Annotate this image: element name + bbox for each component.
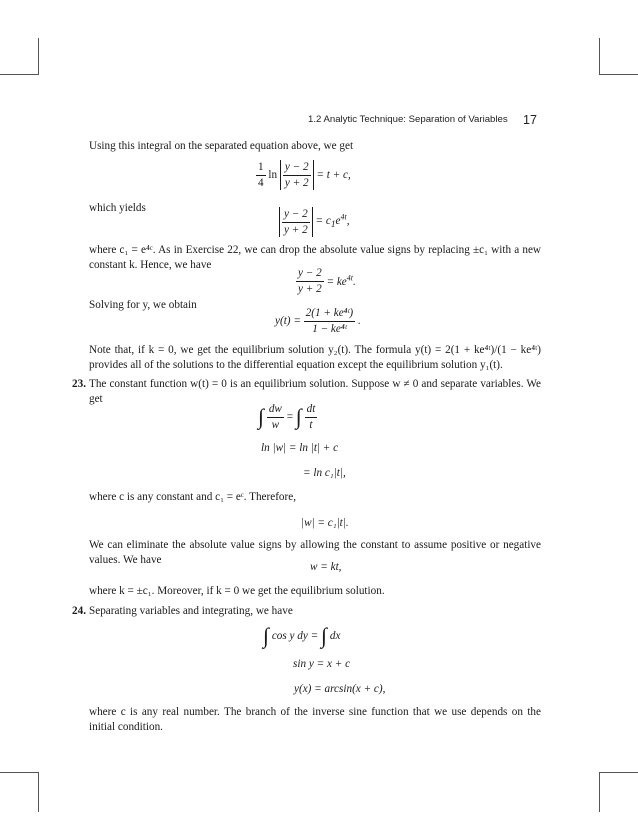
paragraph-solving: Solving for y, we obtain (89, 299, 197, 311)
running-title: 1.2 Analytic Technique: Separation of Variables (308, 114, 508, 125)
integral-symbol: ∫ (258, 403, 265, 429)
exercise-23-where: where c is any constant and c₁ = eᶜ. Therefore, (89, 491, 297, 503)
paragraph-note: Note that, if k = 0, we get the equilibrium solution y₂(t). The formula y(t) = 2(1 + ke⁴ᵗ)/(1 − ke⁴ᵗ) provides all of the solutions to the differential equation except the equilibrium solution y₁(t). (89, 344, 541, 371)
crop-mark-bottom-right-h (600, 772, 638, 773)
crop-mark-bottom-left-v (38, 772, 39, 812)
integral-symbol: ∫ (295, 403, 302, 429)
crop-mark-bottom-right-v (599, 772, 600, 812)
fraction-one-quarter: $\frac{1}{4}$ (258, 161, 264, 189)
equation-ln-c1-t: = ln c₁|t|, (303, 467, 346, 479)
crop-mark-top-right-h (600, 74, 638, 75)
integral-symbol: ∫ (263, 623, 270, 648)
page-number: 17 (523, 113, 537, 127)
exercise-24-end: where c is any real number. The branch of the inverse sine function that we use depends on the initial condition. (89, 706, 541, 733)
exercise-23-end: where k = ±c₁. Moreover, if k = 0 we get the equilibrium solution. (89, 585, 385, 597)
equation-ln-w: ln |w| = ln |t| + c (261, 442, 339, 454)
exercise-23-intro: The constant function w(t) = 0 is an equilibrium solution. Suppose w ≠ 0 and separate variables. We get (89, 378, 541, 405)
exercise-24-intro: Separating variables and integrating, we have (89, 605, 293, 617)
equation-ln-integral (256, 160, 351, 190)
crop-mark-bottom-left-h (0, 772, 38, 773)
equation-abs-w: |w| = c₁|t|. (301, 517, 349, 529)
integral-symbol: ∫ (321, 623, 328, 648)
crop-mark-top-left-h (0, 74, 38, 75)
equation-abs-ratio: $\frac{y - 2}{y + 2}$ = $c_1e^{4t}$, (279, 207, 349, 237)
equation-sin-y: sin y = x + c (293, 658, 351, 670)
crop-mark-top-left-v (38, 38, 39, 75)
exercise-23-eliminate: We can eliminate the absolute value signs by allowing the constant to assume positive or negative values. We have (89, 539, 541, 566)
equation-y-of-t: y(t) = $\frac{\text{2(1 + ke⁴ᵗ)}}{\text{1 − ke⁴ᵗ}}$ . (275, 307, 361, 335)
ln-operator: ln (268, 168, 278, 181)
equation-w-kt: w = kt, (310, 561, 342, 573)
crop-mark-top-right-v (599, 38, 600, 75)
equation-arcsin: y(x) = arcsin(x + c), (294, 683, 386, 695)
equation-integral-cos: ∫ cos y dy = ∫ dx (263, 623, 341, 648)
equation-integral-dw: ∫ $\frac{dw}{w}$ = ∫ $\frac{dt}{t}$ (258, 403, 316, 431)
paragraph-intro: Using this integral on the separated equation above, we get (89, 140, 354, 152)
absolute-value: $\frac{y - 2}{y + 2}$ (280, 160, 314, 190)
equation-ke4t: $\frac{y - 2}{y + 2}$ = $ke^{4t}$. (298, 267, 356, 295)
equation-rhs: = t + c, (316, 168, 351, 181)
paragraph-drop-abs: where c₁ = e⁴ᶜ. As in Exercise 22, we can drop the absolute value signs by replacing ±c₁ with a new constant k. Hence, we have (89, 244, 541, 271)
exercise-number-23: 23. (72, 378, 86, 390)
paragraph-which-yields: which yields (89, 202, 146, 214)
exercise-number-24: 24. (72, 605, 86, 617)
